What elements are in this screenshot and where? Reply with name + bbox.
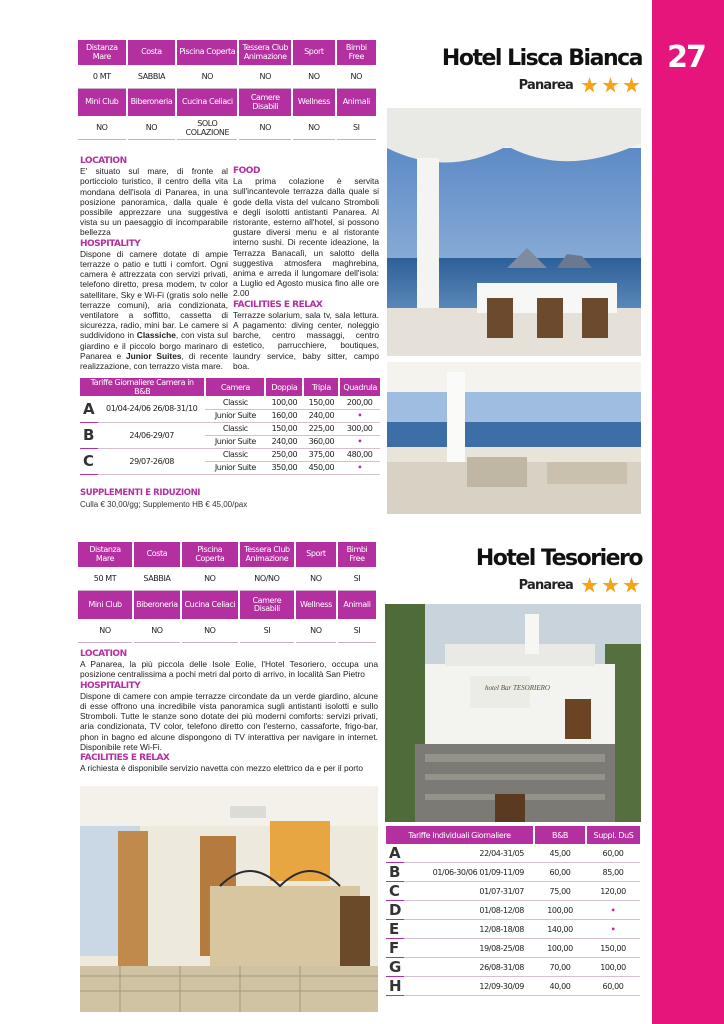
price-dus: 85,00: [586, 863, 640, 882]
patio-photo-image: [387, 362, 641, 514]
price-bb: 140,00: [534, 920, 586, 939]
feature-value: NO: [296, 619, 336, 643]
hospitality-text: , di recente realizzazione, con terrazzo vista mare.: [80, 350, 228, 372]
feature-header: Animali: [338, 591, 376, 619]
price-header: Quadrula: [339, 378, 380, 396]
building-photo-image: [385, 604, 641, 822]
feature-value: NO: [78, 116, 126, 140]
feature-header: Bimbi Free: [337, 40, 376, 65]
feature-value: SABBIA: [128, 65, 176, 89]
room-photo-image: [80, 786, 378, 1012]
feature-value: SI: [338, 619, 376, 643]
table-row: [386, 920, 640, 939]
hospitality-bold: Junior Suites: [125, 350, 182, 361]
price-dus: •: [586, 920, 640, 939]
room-type: Junior Suite: [205, 435, 265, 448]
price-quadrula: 200,00: [339, 396, 380, 409]
price-header: B&B: [534, 826, 586, 844]
star-icon: [602, 77, 619, 94]
table-row: [80, 396, 380, 409]
section-title-facilities: FACILITIES E RELAX: [80, 753, 170, 764]
star-icon: [623, 77, 640, 94]
price-dus: 60,00: [586, 977, 640, 996]
price-tripla: 225,00: [303, 422, 339, 435]
price-header: Tripla: [303, 378, 339, 396]
season-category: B: [80, 422, 98, 448]
feature-header: Bimbi Free: [338, 542, 376, 567]
feature-value: SOLO COLAZIONE: [177, 116, 237, 140]
feature-value: NO: [296, 567, 336, 591]
page-number: 27: [667, 40, 705, 75]
feature-value: NO: [134, 619, 180, 643]
season-period: 12/09-30/09: [404, 977, 534, 996]
price-doppia: 240,00: [265, 435, 303, 448]
feature-header: Costa: [134, 542, 180, 567]
feature-header: Wellness: [293, 89, 334, 116]
season-category: A: [80, 396, 98, 422]
table-row: [386, 939, 640, 958]
price-dus: 120,00: [586, 882, 640, 901]
season-period: 01/04-24/06 26/08-31/10: [98, 396, 205, 422]
table-row: [386, 863, 640, 882]
table-row: [386, 958, 640, 977]
price-bb: 100,00: [534, 901, 586, 920]
feature-header: Piscina Coperta: [182, 542, 238, 567]
section-title-facilities: FACILITIES E RELAX: [233, 299, 323, 310]
price-dus: 150,00: [586, 939, 640, 958]
section-title-hospitality: HOSPITALITY: [80, 238, 141, 249]
feature-header: Cucina Celiaci: [182, 591, 238, 619]
table-row: [80, 422, 380, 435]
feature-value: NO/NO: [240, 567, 294, 591]
season-period: 01/08-12/08: [404, 901, 534, 920]
season-period: 12/08-18/08: [404, 920, 534, 939]
season-period: 01/07-31/07: [404, 882, 534, 901]
feature-header: Mini Club: [78, 89, 126, 116]
season-category: A: [386, 844, 404, 863]
location-text: E' situato sul mare, di fronte al porticciolo turistico, il centro della vita mondana dell'isola di Panarea, in una posizione panoramica, dalla quale è possibile apprezzare una suggestiva vista su un paesaggio di incomparabile bellezza: [80, 166, 228, 238]
supplements-text: Culla € 30,00/gg; Supplemento HB € 45,00/pax: [80, 500, 248, 509]
star-icon: [581, 77, 598, 94]
hotel2-features-table: [76, 542, 378, 643]
season-period: 22/04-31/05: [404, 844, 534, 863]
supplements-title: SUPPLEMENTI E RIDUZIONI: [80, 488, 201, 498]
star-icon: [623, 577, 640, 594]
season-period: 19/08-25/08: [404, 939, 534, 958]
price-tripla: 150,00: [303, 396, 339, 409]
hotel2-subtitle: [519, 577, 640, 594]
hospitality-text: Dispone di camere dotate di ampie terrazze o patio e tutti i comfort. Ogni camera è attrezzata con servizi privati, telefono diretto, presa modem, tv color satellitare, Sky e Wi-Fi (gratis solo nelle terrazze comuni), aria condizionata, ventilatore a soffitto, cassetta di sicurezza, radio, mini bar. Le camere si suddividono in: [80, 248, 228, 341]
feature-value: NO: [293, 116, 334, 140]
room-type: Junior Suite: [205, 461, 265, 474]
price-dus: 100,00: [586, 958, 640, 977]
season-category: D: [386, 901, 404, 920]
hotel1-location: Panarea: [518, 78, 573, 93]
feature-header: Wellness: [296, 591, 336, 619]
price-doppia: 160,00: [265, 409, 303, 422]
season-category: C: [80, 448, 98, 474]
price-tripla: 240,00: [303, 409, 339, 422]
price-dus: •: [586, 901, 640, 920]
feature-value: NO: [337, 65, 376, 89]
hotel2-room-photo: [80, 786, 378, 1012]
season-category: B: [386, 863, 404, 882]
price-quadrula: 480,00: [339, 448, 380, 461]
price-bb: 75,00: [534, 882, 586, 901]
hotel1-terrace-photo: [387, 108, 641, 356]
price-bb: 100,00: [534, 939, 586, 958]
price-quadrula: •: [339, 435, 380, 448]
season-category: C: [386, 882, 404, 901]
section-title-location: LOCATION: [80, 156, 127, 166]
star-icon: [581, 577, 598, 594]
feature-value: SI: [337, 116, 376, 140]
feature-header: Distanza Mare: [78, 542, 132, 567]
season-category: E: [386, 920, 404, 939]
feature-value: SABBIA: [134, 567, 180, 591]
hotel1-subtitle: [519, 77, 640, 94]
price-quadrula: •: [339, 461, 380, 474]
room-type: Junior Suite: [205, 409, 265, 422]
hotel-sign-text: hotel Bar TESORIERO: [485, 684, 550, 692]
price-tripla: 375,00: [303, 448, 339, 461]
hotel1-features-table: [76, 40, 378, 140]
star-icon: [602, 577, 619, 594]
price-doppia: 150,00: [265, 422, 303, 435]
feature-value: NO: [177, 65, 237, 89]
facilities-text: Terrazze solarium, sala tv, sala lettura. A pagamento: diving center, noleggio barche, centro massaggi, centro estetico, parrucchiere, boutiques, laundry service, baby sitter, campo boa.: [233, 309, 379, 371]
season-period: 24/06-29/07: [98, 422, 205, 448]
feature-value: NO: [78, 619, 132, 643]
food-text: La prima colazione è servita sull'incantevole terrazza dalla quale si gode della vista del vulcano Stromboli e degli isolotti antistanti Panarea. Al ristorante, esterno all'hotel, si possono gustare diversi menu e al ristorante interno sushi. Di recente ideazione, la Terrazza Banacalì, un salotto della suggestiva atmosfera maghrebina, anima e arreda il lungomare dell'isola: a Luglio ed Agosto musica fino alle ore 2.00: [233, 176, 379, 299]
season-category: H: [386, 977, 404, 996]
feature-value: SI: [338, 567, 376, 591]
price-header: Camera: [205, 378, 265, 396]
section-title-location: LOCATION: [80, 649, 127, 659]
feature-header: Mini Club: [78, 591, 132, 619]
room-type: Classic: [205, 448, 265, 461]
price-bb: 40,00: [534, 977, 586, 996]
hotel2-description: [80, 648, 378, 773]
price-header: Suppl. DuS: [586, 826, 640, 844]
hotel2-location: Panarea: [518, 578, 573, 593]
season-category: G: [386, 958, 404, 977]
side-color-bar: [652, 0, 724, 1024]
price-tripla: 360,00: [303, 435, 339, 448]
feature-value: 0 MT: [78, 65, 126, 89]
feature-header: Tessera Club Animazione: [240, 542, 294, 567]
feature-header: Piscina Coperta: [177, 40, 237, 65]
table-row: [386, 844, 640, 863]
hotel1-title: Hotel Lisca Bianca: [441, 46, 642, 71]
price-quadrula: •: [339, 409, 380, 422]
price-header: Tariffe Individuali Giornaliere: [386, 826, 534, 844]
feature-value: NO: [293, 65, 334, 89]
feature-value: NO: [182, 567, 238, 591]
room-type: Classic: [205, 422, 265, 435]
price-bb: 60,00: [534, 863, 586, 882]
hotel2-building-photo: [385, 604, 641, 822]
feature-header: Distanza Mare: [78, 40, 126, 65]
feature-header: Camere Disabili: [240, 591, 294, 619]
section-title-hospitality: HOSPITALITY: [80, 680, 141, 691]
feature-value: 50 MT: [78, 567, 132, 591]
season-period: 29/07-26/08: [98, 448, 205, 474]
feature-value: NO: [239, 116, 291, 140]
price-header: Doppia: [265, 378, 303, 396]
feature-value: NO: [239, 65, 291, 89]
feature-header: Animali: [337, 89, 376, 116]
price-doppia: 250,00: [265, 448, 303, 461]
hotel1-patio-photo: [387, 362, 641, 514]
facilities-text: A richiesta è disponibile servizio navetta con mezzo elettrico da e per il porto: [80, 763, 364, 774]
price-header: Tariffe Giornaliere Camera in B&B: [80, 378, 205, 396]
hospitality-bold: Classiche: [136, 330, 176, 341]
price-tripla: 450,00: [303, 461, 339, 474]
table-row: [386, 901, 640, 920]
hotel1-description-col2: [233, 165, 379, 371]
price-dus: 60,00: [586, 844, 640, 863]
feature-header: Biberoneria: [134, 591, 180, 619]
feature-header: Tessera Club Animazione: [239, 40, 291, 65]
hospitality-text: , con vista sul giardino e il piccolo borgo marinaro di Panarea e: [80, 330, 228, 361]
hotel2-title: Hotel Tesoriero: [475, 546, 642, 571]
table-row: [386, 882, 640, 901]
room-type: Classic: [205, 396, 265, 409]
hospitality-text: Dispone di camere con ampie terrazze circondate da un verde giardino, alcune di esse offrono una incredibile vista panoramica sugli antistanti isolotti e sullo Stromboli. Tutte le stanze sono dotate dei più moderni comforts: servizi privati, aria condizionata, TV color, telefono diretto con l'esterno, cassaforte, frigo-bar, phon in bagno ed alcune dispongono di TV interattiva per navigare in internet. Disponibile rete Wi-Fi.: [80, 690, 378, 752]
hotel1-price-table: [80, 378, 380, 475]
section-title-food: FOOD: [233, 166, 260, 176]
price-doppia: 100,00: [265, 396, 303, 409]
feature-value: NO: [128, 116, 176, 140]
season-period: 26/08-31/08: [404, 958, 534, 977]
season-category: F: [386, 939, 404, 958]
feature-value: SI: [240, 619, 294, 643]
feature-header: Cucina Celiaci: [177, 89, 237, 116]
feature-value: NO: [182, 619, 238, 643]
price-bb: 70,00: [534, 958, 586, 977]
feature-header: Sport: [296, 542, 336, 567]
price-quadrula: 300,00: [339, 422, 380, 435]
feature-header: Biberoneria: [128, 89, 176, 116]
hotel2-price-table: [386, 826, 640, 996]
feature-header: Costa: [128, 40, 176, 65]
feature-header: Camere Disabili: [239, 89, 291, 116]
table-row: [386, 977, 640, 996]
table-row: [80, 448, 380, 461]
hotel1-description-col1: [80, 155, 228, 371]
season-period: 01/06-30/06 01/09-11/09: [404, 863, 534, 882]
price-doppia: 350,00: [265, 461, 303, 474]
price-bb: 45,00: [534, 844, 586, 863]
feature-header: Sport: [293, 40, 334, 65]
location-text: A Panarea, la più piccola delle Isole Eolie, l'Hotel Tesoriero, occupa una posizione centralissima a pochi metri dal porto di arrivo, in località San Pietro: [80, 659, 378, 680]
terrace-photo-image: [387, 108, 641, 356]
